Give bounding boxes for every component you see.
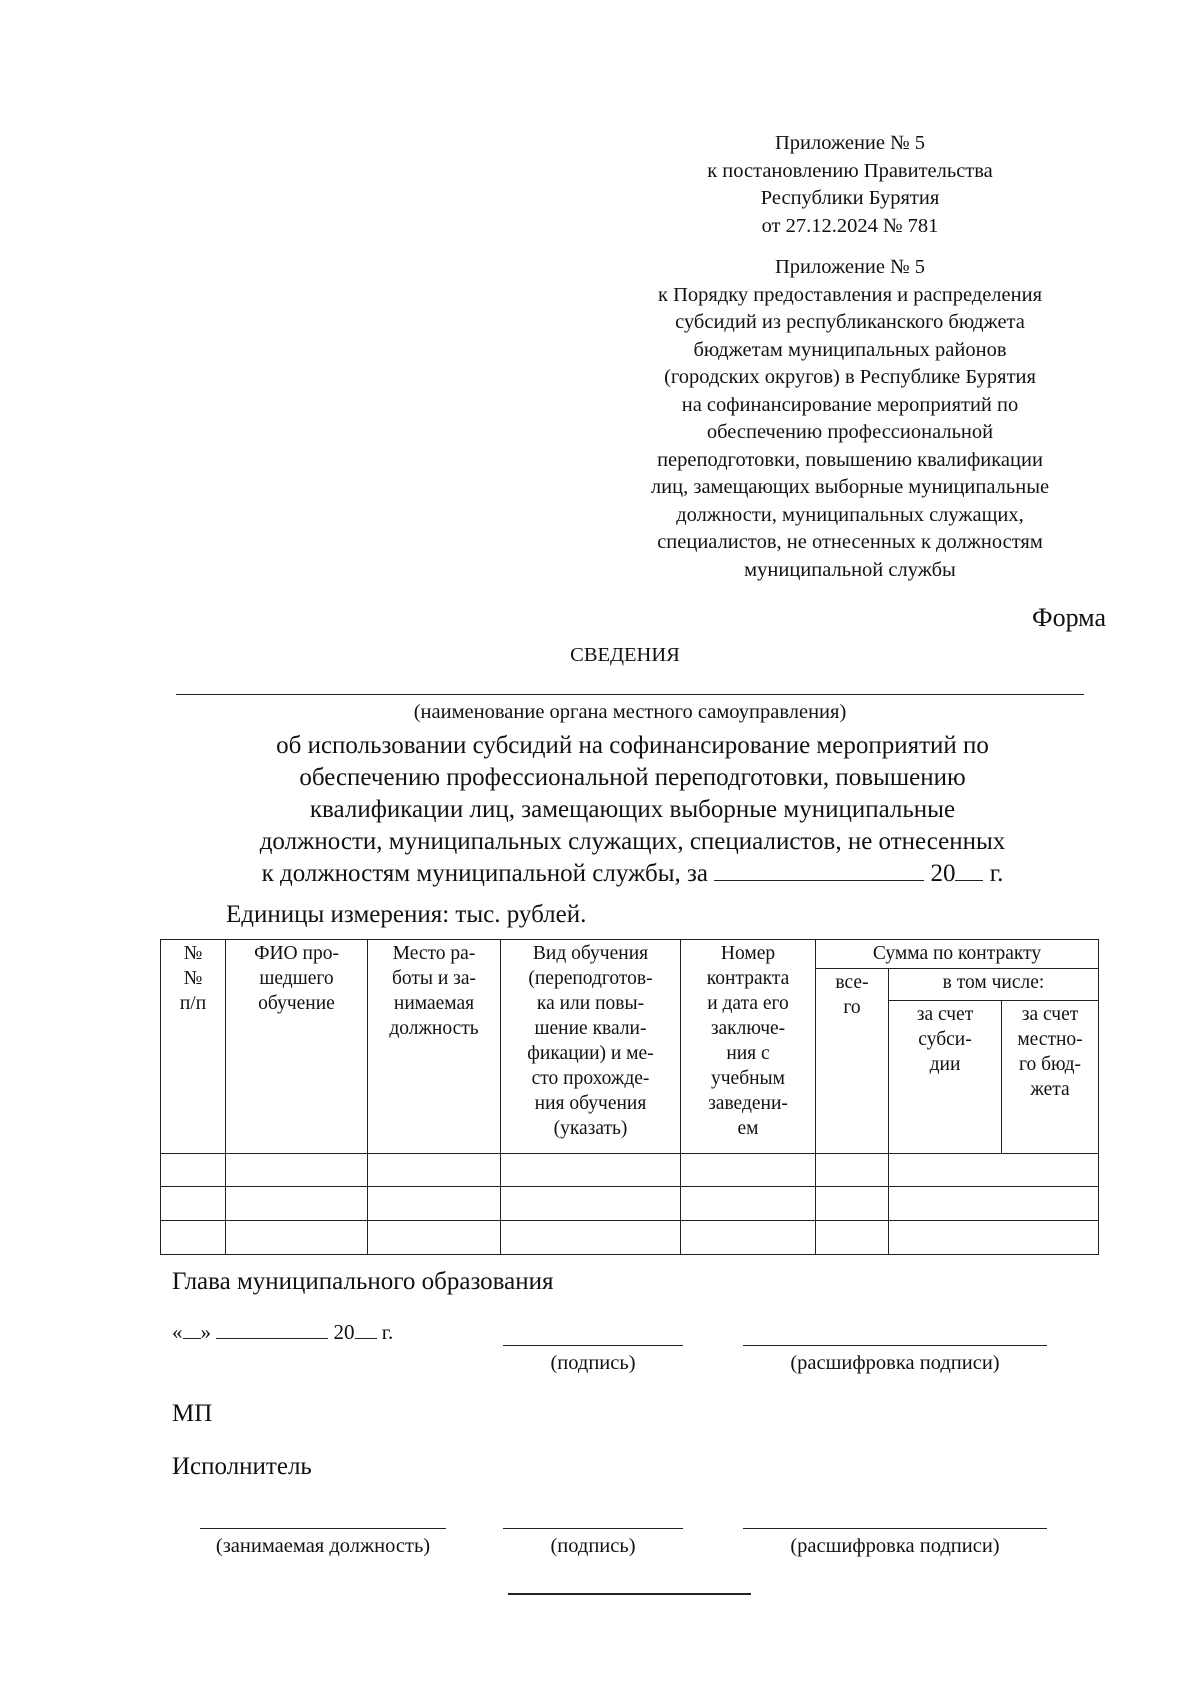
table-cell[interactable]: [681, 1153, 816, 1187]
units-label: Единицы измерения: тыс. рублей.: [226, 901, 587, 928]
appendix-line: на софинансирование мероприятий по: [681, 393, 1019, 416]
table-cell[interactable]: [368, 1221, 501, 1255]
org-name-caption: (наименование органа местного самоуправления): [413, 701, 847, 723]
table-row: [161, 1187, 1099, 1221]
purpose-line: квалификации лиц, замещающих выборные муниципальные: [309, 796, 956, 823]
col-header-workplace: Место ра- боты и за- нимаемая должность: [368, 940, 501, 1154]
table-cell[interactable]: [501, 1221, 681, 1255]
appendix-line: переподготовки, повышению квалификации: [657, 448, 1043, 471]
table-row: [161, 1153, 1099, 1187]
col-header-including: в том числе:: [889, 968, 1099, 1001]
purpose-line: обеспечению профессиональной переподготовки, повышению: [299, 764, 966, 791]
appendix-resolution: [600, 130, 1100, 240]
decode-caption: (расшифровка подписи): [790, 1352, 1000, 1374]
appendix-line: лиц, замещающих выборные муниципальные: [650, 476, 1050, 498]
table-cell[interactable]: [889, 1221, 1099, 1255]
table-row: [161, 1221, 1099, 1255]
appendix-line: Приложение № 5: [774, 256, 926, 278]
period-field[interactable]: [714, 862, 924, 881]
head-signature-field[interactable]: [503, 1345, 683, 1346]
purpose-last-text: к должностям муниципальной службы, за: [261, 860, 708, 887]
col-header-contract-sum: Сумма по контракту: [816, 940, 1099, 969]
year-field[interactable]: [355, 1320, 377, 1339]
quote-open: «: [172, 1320, 183, 1344]
appendix-line: должности, муниципальных служащих,: [676, 503, 1024, 526]
org-name-field[interactable]: [176, 694, 1084, 695]
table-cell[interactable]: [368, 1153, 501, 1187]
month-field[interactable]: [216, 1320, 328, 1339]
col-header-subsidy: за счет субси- дии: [889, 1001, 1002, 1153]
table-cell[interactable]: [161, 1153, 226, 1187]
purpose-line: должности, муниципальных служащих, специалистов, не отнесенных: [259, 828, 1006, 855]
executor-decode-field[interactable]: [743, 1528, 1047, 1529]
decode-caption: (расшифровка подписи): [790, 1535, 1000, 1557]
table-cell[interactable]: [501, 1153, 681, 1187]
year-prefix: 20: [930, 860, 956, 887]
table-cell[interactable]: [226, 1187, 368, 1221]
table-cell[interactable]: [161, 1221, 226, 1255]
appendix-line: субсидий из республиканского бюджета: [675, 311, 1025, 333]
col-header-local-budget: за счет местно- го бюд- жета: [1002, 1001, 1099, 1153]
signature-caption: (подпись): [550, 1352, 636, 1374]
table-cell[interactable]: [681, 1187, 816, 1221]
subsidy-table: [160, 939, 1099, 1255]
table-cell[interactable]: [368, 1187, 501, 1221]
appendix-line: муниципальной службы: [744, 558, 956, 581]
purpose-line-last: [150, 858, 1115, 890]
year-suffix: г.: [381, 1320, 394, 1344]
appendix-line: бюджетам муниципальных районов: [693, 338, 1007, 361]
year-prefix: 20: [333, 1320, 355, 1344]
appendix-line: (городских округов) в Республике Бурятия: [664, 366, 1036, 388]
head-decode-field[interactable]: [743, 1345, 1047, 1346]
table-cell[interactable]: [889, 1153, 1099, 1187]
year-suffix: г.: [989, 860, 1004, 887]
position-caption: (занимаемая должность): [215, 1535, 431, 1557]
document-title: СВЕДЕНИЯ: [570, 644, 680, 666]
end-divider: [508, 1593, 751, 1595]
quote-close: »: [200, 1320, 211, 1344]
table-cell[interactable]: [226, 1221, 368, 1255]
stamp-label: МП: [172, 1400, 213, 1427]
appendix-line: к постановлению Правительства: [707, 159, 993, 182]
date-field: [172, 1320, 393, 1345]
col-header-training-type: Вид обучения (переподготов- ка или повы- шение квали- фикации) и ме- сто прохожде- ния обучения (указать): [501, 940, 681, 1154]
day-field[interactable]: [183, 1320, 201, 1339]
table-cell[interactable]: [226, 1153, 368, 1187]
col-header-contract: Номер контракта и дата его заключе- ния с учебным заведени- ем: [681, 940, 816, 1154]
purpose-line: об использовании субсидий на софинансирование мероприятий по: [276, 732, 989, 759]
appendix-line: Приложение № 5: [774, 132, 926, 154]
appendix-line: Республики Бурятия: [760, 187, 940, 209]
table-cell[interactable]: [816, 1187, 889, 1221]
col-header-fio: ФИО про- шедшего обучение: [226, 940, 368, 1154]
signature-caption: (подпись): [550, 1535, 636, 1557]
executor-label: Исполнитель: [172, 1453, 312, 1480]
appendix-line: обеспечению профессиональной: [706, 421, 994, 443]
table-cell[interactable]: [816, 1153, 889, 1187]
executor-signature-field[interactable]: [503, 1528, 683, 1529]
table-cell[interactable]: [161, 1187, 226, 1221]
col-header-number: № № п/п: [161, 940, 226, 1154]
table-cell[interactable]: [681, 1221, 816, 1255]
appendix-procedure: [600, 254, 1100, 584]
form-label: Форма: [1032, 603, 1106, 632]
table-cell[interactable]: [889, 1187, 1099, 1221]
year-field[interactable]: [955, 862, 983, 881]
appendix-line: к Порядку предоставления и распределения: [658, 283, 1042, 306]
document-purpose: [150, 730, 1115, 890]
head-title: Глава муниципального образования: [172, 1268, 554, 1295]
appendix-line: специалистов, не отнесенных к должностям: [657, 531, 1043, 553]
table-cell[interactable]: [501, 1187, 681, 1221]
table-cell[interactable]: [816, 1221, 889, 1255]
col-header-total: все- го: [816, 968, 889, 1153]
appendix-line: от 27.12.2024 № 781: [761, 214, 939, 237]
executor-position-field[interactable]: [200, 1528, 446, 1529]
